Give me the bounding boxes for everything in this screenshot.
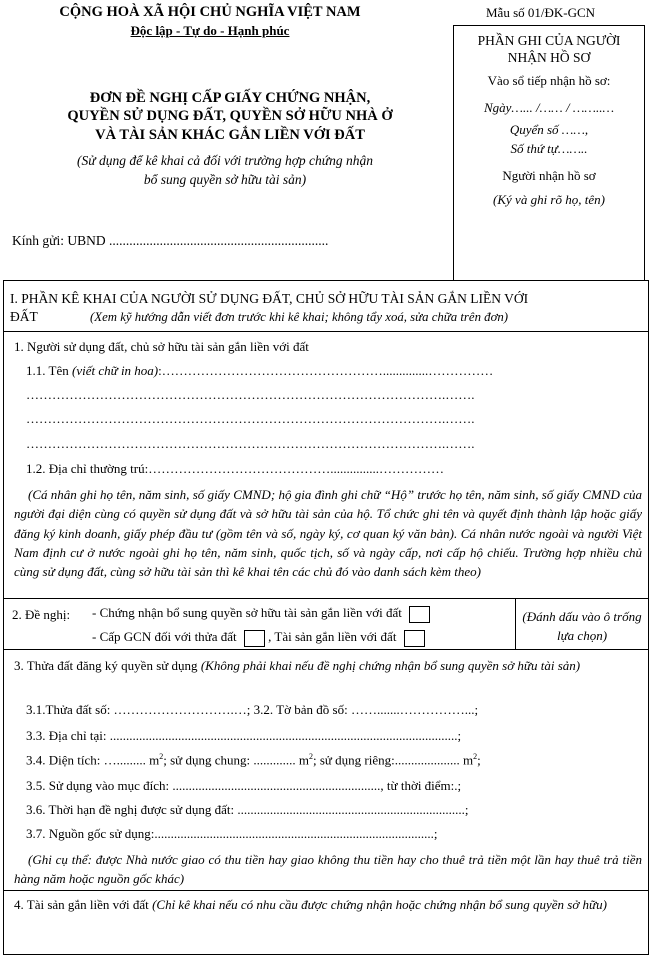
divider [4,331,648,332]
item-3-title-text: 3. Thửa đất đăng ký quyền sử dụng [14,658,198,673]
item-3-note: (Ghi cụ thể: được Nhà nước giao có thu tiền hay giao không thu tiền hay cho thuê trả tiền một lần hay thuê trả tiền hàng năm hoặc nguồn gốc khác) [14,852,642,887]
unit-sup: 2 [308,752,313,761]
divider [4,890,648,891]
section-1-note: (Xem kỹ hướng dẫn viết đơn trước khi kê khai; không tẩy xoá, sửa chữa trên đơn) [90,310,509,324]
name-line-2[interactable]: …………………………………………………………………………………….……. [26,387,475,402]
area-total: 3.4. Diện tích: …......... m [26,752,160,768]
section-1-heading-2: ĐẤT [10,309,38,324]
divider [4,649,648,650]
area-shared: ; sử dụng chung: ............. m [163,752,309,768]
title-line-3: VÀ TÀI SẢN KHÁC GẮN LIỀN VỚI ĐẤT [95,127,365,143]
parcel-field[interactable]: 3.1.Thửa đất số: ……………………….…; 3.2. Tờ bản đồ số: …….......……………...; [26,702,479,717]
name-label: 1.1. Tên [26,363,69,378]
receiver-box [453,25,645,280]
option-supplement-ownership[interactable] [92,605,430,623]
unit-sup: 2 [159,752,164,761]
area-private: ; sử dụng riêng:.................... m [312,752,474,768]
checkbox-assets[interactable] [404,630,425,647]
option-assets-label: Tài sản gắn liền với đất [274,629,397,644]
unit-sup: 2 [473,752,478,761]
form-number: Mẫu số 01/ĐK-GCN [486,5,596,20]
option-gcn-land-label: - Cấp GCN đối với thửa đất [92,629,237,644]
name-dots: :……………………………………………..............…………… [158,363,494,378]
address-field[interactable] [26,461,444,477]
receiver-person: Người nhận hồ sơ [502,168,596,183]
area-end: ; [477,752,481,768]
receiver-title-2: NHẬN HỒ SƠ [507,50,591,65]
address-dots: :……………………………………...............…………… [144,461,444,476]
declaration-form [3,280,649,955]
checkbox-supplement-ownership[interactable] [409,606,430,623]
area-field[interactable] [26,752,481,768]
origin-field[interactable]: 3.7. Nguồn gốc sử dụng:......................................................................................; [26,826,438,841]
receiver-order[interactable]: Số thứ tự…….. [510,141,588,156]
item-2-hint: (Đánh dấu vào ô trống lựa chọn) [522,609,642,643]
title-line-2: QUYỀN SỬ DỤNG ĐẤT, QUYỀN SỞ HỮU NHÀ Ở [67,108,393,124]
name-line-4[interactable]: …………………………………………………………………………………….……. [26,436,475,451]
section-1-heading: I. PHẦN KÊ KHAI CỦA NGƯỜI SỬ DỤNG ĐẤT, CHỦ SỞ HỮU TÀI SẢN GẮN LIỀN VỚI [10,291,529,306]
option-supplement-label: - Chứng nhận bổ sung quyền sở hữu tài sản gắn liền với đất [92,605,402,620]
name-field[interactable] [26,363,493,379]
receiver-sign-note: (Ký và ghi rõ họ, tên) [493,192,605,207]
receiver-book[interactable]: Quyển số ……, [509,122,589,137]
name-hint: (viết chữ in hoa) [71,363,159,378]
item-1-title: 1. Người sử dụng đất, chủ sở hữu tài sản gắn liền với đất [14,339,309,354]
recipient-line[interactable]: Kính gửi: UBND ................................................................. [12,233,329,248]
item-2-label: 2. Đề nghị: [12,607,71,622]
divider [4,598,648,599]
receiver-date[interactable]: Ngày…... /…… / ……..… [483,100,615,115]
item-3-title-note: (Không phải khai nếu đề nghị chứng nhận bổ sung quyền sở hữu tài sản) [200,658,581,673]
address-at-field[interactable]: 3.3. Địa chỉ tại: ...........................................................................................................; [26,728,462,743]
item-4-title-text: 4. Tài sản gắn liền với đất [14,897,149,912]
item-1-note: (Cá nhân ghi họ tên, năm sinh, số giấy CMND; hộ gia đình ghi chữ “Hộ” trước họ tên, năm sinh, số giấy CMND của người đại diện cùng có quyền sử dụng đất và sở hữu tài sản của hộ. Tổ chức ghi tên và quyết định thành lập hoặc giấy đăng ký kinh doanh, giấy phép đầu tư (gồm tên và số, ngày ký, cơ quan ký văn bản). Cá nhân nước ngoài và người Việt Nam định cư ở nước ngoài ghi họ tên, năm sinh, quốc tịch, số và ngày cấp, nơi cấp hộ chiếu. Trường hợp nhiều chủ cùng sử dụng đất, cùng sở hữu tài sản thì kê khai tên các chủ đó vào danh sách kèm theo) [14,487,642,580]
item-4-title [14,895,644,914]
item-4-note: (Chỉ kê khai nếu có nhu cầu được chứng nhận hoặc chứng nhận bổ sung quyền sở hữu) [152,897,607,912]
title-note-1: (Sử dụng để kê khai cả đối với trường hợp chứng nhận [76,153,374,168]
country-name: CỘNG HOÀ XÃ HỘI CHỦ NGHĨA VIỆT NAM [59,4,361,20]
receiver-title-1: PHẦN GHI CỦA NGƯỜI [477,33,621,48]
divider [515,598,516,649]
item-3-title [14,656,644,675]
comma: , [268,629,272,644]
receiver-entry: Vào sổ tiếp nhận hồ sơ: [487,73,611,88]
title-line-1: ĐƠN ĐỀ NGHỊ CẤP GIẤY CHỨNG NHẬN, [89,90,371,106]
address-label: 1.2. Địa chỉ thường trú [26,461,145,476]
checkbox-gcn-land[interactable] [244,630,265,647]
motto: Độc lập - Tự do - Hạnh phúc [130,23,290,38]
title-note-2: bổ sung quyền sở hữu tài sản) [143,172,307,187]
name-line-3[interactable]: …………………………………………………………………………………….……. [26,411,475,426]
term-field[interactable]: 3.6. Thời hạn đề nghị được sử dụng đất: ......................................................................; [26,802,469,817]
purpose-field[interactable]: 3.5. Sử dụng vào mục đích: ................................................................, từ thời điểm:.; [26,778,462,793]
option-gcn-land[interactable] [92,629,425,647]
